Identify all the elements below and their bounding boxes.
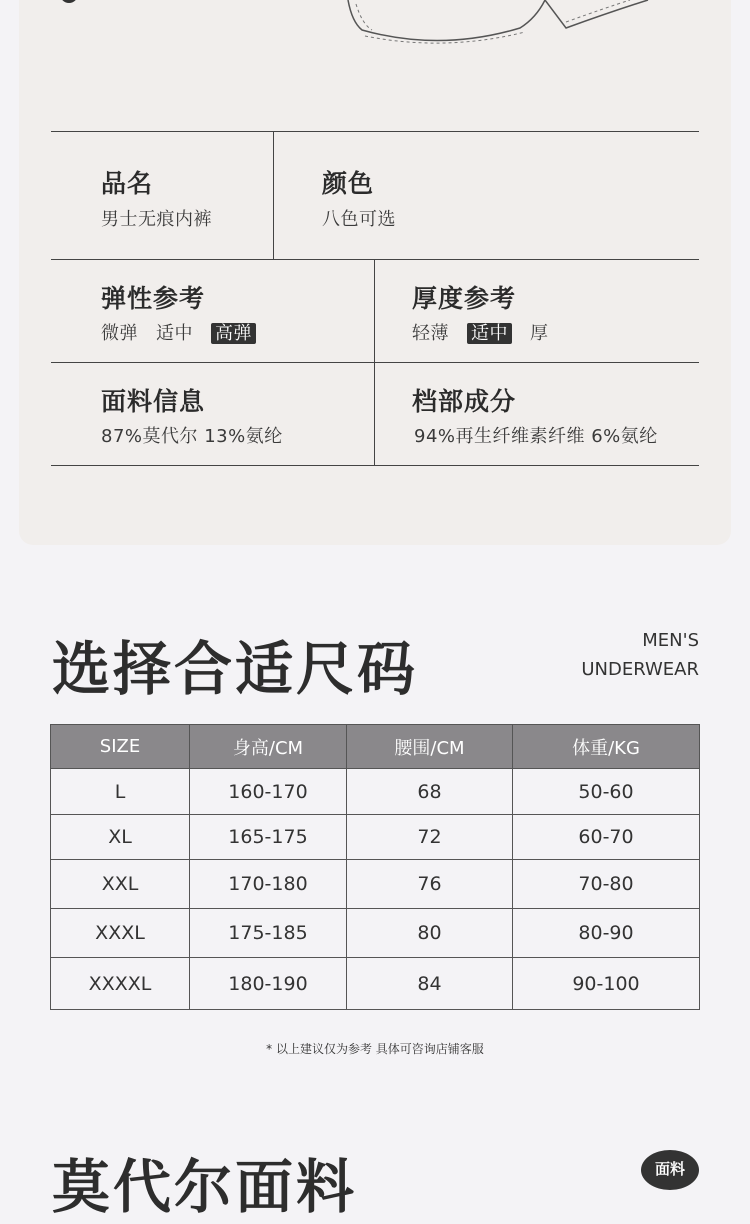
thickness-option: 厚 [530,323,549,344]
table-cell: 60-70 [513,815,700,860]
column-header: 体重/KG [513,725,700,769]
table-cell: 160-170 [190,769,347,815]
subtitle-line: UNDERWEAR [581,659,699,680]
next-section-title: 莫代尔面料 [52,1153,358,1221]
crotch-label: 档部成分 [412,387,517,416]
table-cell: 175-185 [190,909,347,958]
column-header: 身高/CM [190,725,347,769]
thickness-option: 轻薄 [412,323,449,344]
table-cell: 80-90 [513,909,700,958]
divider [51,465,699,466]
size-note: * 以上建议仅为参考 具体可咨询店铺客服 [266,1042,484,1056]
color-value: 八色可选 [322,209,396,230]
table-row [51,958,700,1010]
column-header: 腰围/CM [347,725,513,769]
table-cell: XL [51,815,190,860]
elasticity-label: 弹性参考 [101,284,206,313]
fabric-value: 87%莫代尔 13%氨纶 [101,426,283,447]
table-cell: 90-100 [513,958,700,1010]
table-cell: 180-190 [190,958,347,1010]
table-cell: 50-60 [513,769,700,815]
thickness-options [412,319,567,345]
divider [51,259,699,260]
divider [273,131,274,259]
table-cell: XXXXL [51,958,190,1010]
crotch-value: 94%再生纤维素纤维 6%氨纶 [414,426,658,447]
elasticity-options [101,319,274,345]
product-name-label: 品名 [101,169,154,198]
elasticity-option: 适中 [156,323,193,344]
table-cell: 80 [347,909,513,958]
divider [51,362,699,363]
table-cell: L [51,769,190,815]
table-cell: 76 [347,860,513,909]
subtitle-line: MEN'S [642,630,699,651]
divider [51,131,699,132]
table-cell: 84 [347,958,513,1010]
table-header-row [51,725,700,769]
table-row [51,769,700,815]
table-cell: 170-180 [190,860,347,909]
table-cell: XXL [51,860,190,909]
fabric-label: 面料信息 [101,387,206,416]
table-row [51,909,700,958]
elasticity-option-selected: 高弹 [211,323,256,344]
table-row [51,815,700,860]
fabric-badge: 面料 [641,1150,699,1190]
thickness-label: 厚度参考 [412,284,517,313]
elasticity-option: 微弹 [101,323,138,344]
size-section-subtitle [581,626,699,684]
table-cell: 70-80 [513,860,700,909]
underwear-sketch-illustration [0,0,750,60]
table-cell: 72 [347,815,513,860]
table-cell: 68 [347,769,513,815]
color-label: 颜色 [322,169,375,198]
divider [374,259,375,465]
size-chart-table [50,724,700,1010]
table-row [51,860,700,909]
size-section-title: 选择合适尺码 [52,635,419,703]
column-header: SIZE [51,725,190,769]
product-spec-card [19,0,731,545]
table-cell: 165-175 [190,815,347,860]
product-name-value: 男士无痕内裤 [101,209,212,230]
table-cell: XXXL [51,909,190,958]
thickness-option-selected: 适中 [467,323,512,344]
